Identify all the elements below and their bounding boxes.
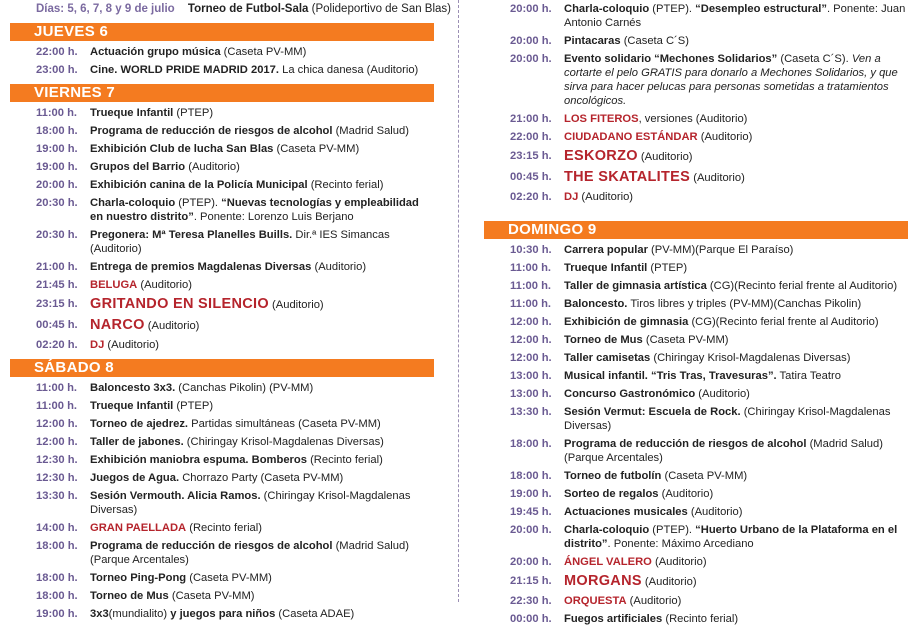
entry-text-part: (Caseta ADAE) — [275, 608, 355, 620]
entry-text-part: (PTEP) — [173, 400, 214, 412]
entry-time: 11:00 h. — [510, 298, 552, 310]
entry-text — [560, 369, 908, 383]
entry-time: 20:00 h. — [510, 35, 552, 47]
entry-text — [86, 196, 434, 224]
performer-name: ESKORZO — [564, 148, 638, 164]
entry-text — [86, 178, 434, 192]
entry-text-part: Carrera popular — [564, 244, 648, 256]
entry-text — [86, 453, 434, 467]
entry-time: 22:00 h. — [510, 131, 552, 143]
entry-time: 00:45 h. — [36, 319, 78, 331]
entry-text-part: (Madrid Salud) (Parque Arcentales) — [90, 540, 409, 566]
entry-text — [560, 351, 908, 365]
entry-text-part: (Auditorio) — [311, 261, 367, 273]
entry-text-part: (mundialito) — [108, 608, 171, 620]
schedule-entry — [484, 110, 908, 128]
entry-time: 20:00 h. — [510, 3, 552, 15]
entry-time: 20:00 h. — [510, 556, 552, 568]
entry-text-part: Charla-coloquio — [564, 524, 650, 536]
entry-time: 20:00 h. — [510, 53, 552, 65]
entry-text-part: Torneo de Mus — [90, 590, 169, 602]
entry-text — [86, 160, 434, 174]
entry-text-part: (Auditorio) — [137, 279, 192, 291]
entry-text-part: (Auditorio) — [695, 388, 750, 400]
entry-text-part: (Recinto ferial) — [662, 613, 739, 625]
entry-text-part: Pregonera: Mª Teresa Planelles Buills. — [90, 229, 293, 241]
schedule-entry — [10, 122, 434, 140]
performer-name: BELUGA — [90, 279, 138, 291]
entry-text-part: (Caseta PV-MM) — [661, 470, 748, 482]
entry-text-part: (PTEP) — [647, 262, 688, 274]
schedule-entry — [10, 415, 434, 433]
entry-text — [560, 169, 908, 186]
entry-text — [86, 106, 434, 120]
entry-time: 11:00 h. — [36, 400, 78, 412]
entry-text — [560, 148, 908, 165]
entry-text-part: Ven a cortarte el pelo GRATIS para donarlo a Mechones Solidarios, y que sirva para hacer pelucas para personas sometidas a tratamientos oncológicos. — [564, 53, 898, 107]
entry-time: 14:00 h. — [36, 522, 78, 534]
entry-text — [560, 2, 908, 30]
entry-time: 12:30 h. — [36, 454, 78, 466]
entry-text-part: (PTEP). — [175, 197, 222, 209]
entry-text-part: Sorteo de regalos — [564, 488, 659, 500]
schedule-entry — [484, 485, 908, 503]
day-header: JUEVES 6 — [10, 23, 434, 41]
entry-time: 20:30 h. — [36, 229, 78, 241]
entry-time: 19:00 h. — [36, 161, 78, 173]
entry-time: 13:00 h. — [510, 370, 552, 382]
entry-text-part: (Auditorio) — [687, 506, 743, 518]
entry-text-part: Torneo de futbolín — [564, 470, 662, 482]
entry-text — [86, 471, 434, 485]
schedule-entry — [10, 537, 434, 569]
right-schedule — [484, 221, 908, 628]
entry-text — [560, 487, 908, 501]
schedule-entry — [10, 140, 434, 158]
entry-text-part: Actuaciones musicales — [564, 506, 688, 518]
schedule-entry — [10, 519, 434, 537]
schedule-entry — [484, 146, 908, 167]
schedule-entry — [10, 194, 434, 226]
entry-time: 23:15 h. — [510, 150, 552, 162]
entry-text — [560, 469, 908, 483]
entry-text — [86, 124, 434, 138]
entry-text-part: Juegos de Agua. — [90, 472, 180, 484]
entry-text-part: Dir.ª IES Simancas (Auditorio) — [90, 229, 390, 255]
entry-text-part: Pintacaras — [564, 35, 621, 47]
schedule-entry — [10, 158, 434, 176]
schedule-entry — [10, 379, 434, 397]
entry-text-part: Baloncesto. — [564, 298, 628, 310]
schedule-entry — [484, 403, 908, 435]
entry-time: 02:20 h. — [36, 339, 78, 351]
entry-text-part: Torneo de ajedrez. — [90, 418, 189, 430]
entry-text-part: Partidas simultáneas (Caseta PV-MM) — [188, 418, 381, 430]
schedule-entry — [484, 0, 908, 32]
schedule-entry — [10, 451, 434, 469]
entry-text-part: (Auditorio) — [697, 131, 753, 143]
entry-text-part: (Caseta PV-MM) — [220, 46, 307, 58]
entry-text-part: (Recinto ferial) — [186, 522, 262, 534]
entry-time: 11:00 h. — [36, 107, 78, 119]
entry-text-part: Programa de reducción de riesgos de alcohol — [90, 540, 333, 552]
entry-text — [560, 190, 908, 204]
entry-text — [86, 489, 434, 517]
entry-text-part: Grupos del Barrio — [90, 161, 186, 173]
entry-text-part: (Chiringay Krisol-Magdalenas Diversas) — [564, 406, 891, 432]
entry-text-part: Taller camisetas — [564, 352, 651, 364]
entry-time: 13:30 h. — [510, 406, 552, 418]
schedule-entry — [484, 435, 908, 467]
entry-time: 20:00 h. — [510, 524, 552, 536]
entry-text-part: Musical infantil. “Tris Tras, Travesuras”. — [564, 370, 777, 382]
futsal-days: Días: 5, 6, 7, 8 y 9 de julio — [36, 3, 175, 15]
entry-text-part: Entrega de premios Magdalenas Diversas — [90, 261, 312, 273]
entry-text-part: (Auditorio) — [578, 191, 634, 203]
entry-text-part: Chorrazo Party (Caseta PV-MM) — [179, 472, 344, 484]
entry-text-part: (Caseta PV-MM) — [642, 334, 729, 346]
performer-name: DJ — [564, 191, 579, 203]
entry-text — [86, 399, 434, 413]
entry-text-part: . Ponente: Lorenzo Luis Berjano — [193, 211, 354, 223]
schedule-entry — [10, 258, 434, 276]
entry-text — [560, 405, 908, 433]
entry-time: 18:00 h. — [36, 540, 78, 552]
entry-time: 21:00 h. — [510, 113, 552, 125]
entry-text — [86, 228, 434, 256]
entry-text-part: Programa de reducción de riesgos de alcohol — [90, 125, 333, 137]
day-header: DOMINGO 9 — [484, 221, 908, 239]
schedule-entry — [484, 553, 908, 571]
schedule-entry — [484, 167, 908, 188]
entry-text-part: (Recinto ferial) — [306, 454, 383, 466]
entry-time: 19:00 h. — [510, 488, 552, 500]
schedule-entry — [10, 336, 434, 354]
entry-text — [86, 142, 434, 156]
entry-text — [560, 387, 908, 401]
entry-text-part: Charla-coloquio — [90, 197, 176, 209]
entry-time: 21:00 h. — [36, 261, 78, 273]
performer-name: DJ — [90, 339, 105, 351]
entry-text-part: “Huerto Urbano de la Plataforma en el distrito” — [564, 524, 898, 550]
entry-text-part: Trueque Infantil — [564, 262, 648, 274]
entry-time: 13:00 h. — [510, 388, 552, 400]
entry-time: 22:00 h. — [36, 46, 78, 58]
entry-text — [560, 243, 908, 257]
entry-time: 18:00 h. — [36, 572, 78, 584]
entry-time: 12:00 h. — [36, 418, 78, 430]
schedule-entry — [10, 397, 434, 415]
entry-text — [560, 52, 908, 108]
futsal-notice — [10, 0, 452, 18]
entry-text — [560, 573, 908, 590]
entry-text — [86, 317, 434, 334]
entry-time: 11:00 h. — [510, 280, 552, 292]
entry-text-part: (Caseta C´S) — [620, 35, 689, 47]
entry-time: 22:30 h. — [510, 595, 552, 607]
entry-text — [560, 523, 908, 551]
entry-text — [86, 381, 434, 395]
entry-text-part: Exhibición maniobra espuma. Bomberos — [90, 454, 307, 466]
entry-text-part: Exhibición canina de la Policía Municipal — [90, 179, 308, 191]
schedule-entry — [484, 32, 908, 50]
entry-time: 11:00 h. — [36, 382, 78, 394]
schedule-entry — [10, 605, 434, 623]
entry-text — [86, 296, 434, 313]
entry-text-part: Fuegos artificiales — [564, 613, 663, 625]
schedule-entry — [10, 587, 434, 605]
entry-text — [86, 435, 434, 449]
schedule-entry — [484, 349, 908, 367]
entry-text-part: Cine. WORLD PRIDE MADRID 2017. — [90, 64, 279, 76]
entry-text — [86, 607, 434, 621]
entry-time: 19:45 h. — [510, 506, 552, 518]
entry-time: 20:00 h. — [36, 179, 78, 191]
saturday-continued — [484, 0, 908, 206]
entry-text — [560, 315, 908, 329]
entry-text-part: Torneo Ping-Pong — [90, 572, 187, 584]
entry-text — [86, 278, 434, 292]
entry-time: 18:00 h. — [36, 125, 78, 137]
entry-text-part: (Caseta PV-MM) — [186, 572, 272, 584]
schedule-entry — [484, 592, 908, 610]
entry-text-part: (Auditorio) — [690, 172, 745, 184]
schedule-entry — [10, 569, 434, 587]
column-divider — [458, 0, 459, 602]
performer-name: ORQUESTA — [564, 595, 627, 607]
schedule-entry — [484, 188, 908, 206]
entry-text-part: , versiones (Auditorio) — [638, 113, 748, 125]
entry-time: 12:00 h. — [510, 334, 552, 346]
left-column — [10, 0, 452, 623]
entry-text — [560, 612, 908, 626]
entry-time: 19:00 h. — [36, 143, 78, 155]
entry-time: 11:00 h. — [510, 262, 552, 274]
entry-text-part: Taller de gimnasia artística — [564, 280, 707, 292]
entry-time: 00:45 h. — [510, 171, 552, 183]
performer-name: LOS FITEROS — [564, 113, 639, 125]
entry-text-part: (Caseta PV-MM) — [273, 143, 360, 155]
entry-text — [86, 260, 434, 274]
entry-text-part: Exhibición Club de lucha San Blas — [90, 143, 274, 155]
schedule-entry — [10, 176, 434, 194]
schedule-entry — [10, 226, 434, 258]
entry-text-part: . Ponente: Máximo Arcediano — [607, 538, 754, 550]
entry-text-part: (Auditorio) — [651, 556, 707, 568]
entry-text-part: (Madrid Salud) — [332, 125, 409, 137]
entry-time: 13:30 h. — [36, 490, 78, 502]
entry-text-part: y juegos para niños — [170, 608, 276, 620]
schedule-entry — [484, 331, 908, 349]
entry-time: 23:15 h. — [36, 298, 78, 310]
schedule-entry — [10, 104, 434, 122]
entry-text — [86, 571, 434, 585]
entry-text-part: (PTEP). — [649, 524, 696, 536]
entry-text-part: “Desempleo estructural” — [695, 3, 827, 15]
entry-text — [560, 279, 908, 293]
entry-text-part: (Chiringay Krisol-Magdalenas Diversas) — [90, 490, 411, 516]
entry-text-part: (PTEP) — [173, 107, 214, 119]
schedule-entry — [484, 571, 908, 592]
entry-text — [560, 437, 908, 465]
entry-text-part: (Auditorio) — [658, 488, 714, 500]
entry-text-part: (Auditorio) — [641, 576, 697, 588]
entry-text-part: (Caseta PV-MM) — [168, 590, 255, 602]
schedule-entry — [10, 487, 434, 519]
entry-text-part: “Nuevas tecnologías y empleabilidad en nuestro distrito” — [90, 197, 419, 223]
entry-text — [560, 130, 908, 144]
performer-name: ÁNGEL VALERO — [564, 556, 652, 568]
schedule-entry — [484, 241, 908, 259]
entry-text-part: Evento solidario “Mechones Solidarios” — [564, 53, 778, 65]
entry-text-part: (PTEP). — [649, 3, 696, 15]
entry-text-part: . Ponente: Juan Antonio Carnés — [564, 3, 906, 29]
entry-text-part: (CG)(Recinto ferial frente al Auditorio) — [706, 280, 898, 292]
entry-text — [560, 594, 908, 608]
entry-text — [560, 297, 908, 311]
performer-name: THE SKATALITES — [564, 169, 691, 185]
entry-time: 10:30 h. — [510, 244, 552, 256]
schedule-entry — [10, 469, 434, 487]
entry-text — [86, 539, 434, 567]
entry-text — [86, 521, 434, 535]
entry-time: 12:00 h. — [510, 352, 552, 364]
schedule-entry — [484, 128, 908, 146]
entry-time: 21:15 h. — [510, 575, 552, 587]
entry-text — [86, 338, 434, 352]
entry-text-part: (Auditorio) — [626, 595, 682, 607]
entry-time: 18:00 h. — [36, 590, 78, 602]
schedule-entry — [484, 367, 908, 385]
schedule-entry — [484, 385, 908, 403]
entry-text — [86, 417, 434, 431]
entry-text — [560, 333, 908, 347]
entry-text — [560, 261, 908, 275]
entry-text-part: (Recinto ferial) — [307, 179, 384, 191]
schedule-entry — [484, 521, 908, 553]
entry-text-part: Tiros libres y triples (PV-MM)(Canchas Pikolin) — [627, 298, 862, 310]
entry-text-part: (CG)(Recinto ferial frente al Auditorio) — [688, 316, 879, 328]
entry-time: 21:45 h. — [36, 279, 78, 291]
entry-text-part: (Auditorio) — [104, 339, 160, 351]
entry-time: 00:00 h. — [510, 613, 552, 625]
entry-text-part: (Auditorio) — [144, 320, 200, 332]
entry-text — [560, 555, 908, 569]
entry-time: 20:30 h. — [36, 197, 78, 209]
futsal-event: Torneo de Futbol-Sala — [187, 3, 309, 15]
schedule-entry — [484, 277, 908, 295]
entry-text — [86, 63, 434, 77]
entry-time: 19:00 h. — [36, 608, 78, 620]
entry-time: 18:00 h. — [510, 470, 552, 482]
entry-text-part: Actuación grupo música — [90, 46, 221, 58]
left-schedule — [10, 23, 434, 623]
entry-text-part: Exhibición de gimnasia — [564, 316, 689, 328]
entry-text-part: Torneo de Mus — [564, 334, 643, 346]
entry-text-part: (Caseta C´S). — [777, 53, 852, 65]
entry-text-part: Concurso Gastronómico — [564, 388, 696, 400]
entry-time: 12:00 h. — [36, 436, 78, 448]
entry-text-part: 3x3 — [90, 608, 109, 620]
entry-text — [86, 589, 434, 603]
entry-text-part: (Auditorio) — [268, 299, 324, 311]
entry-text-part: (Chiringay Krisol-Magdalenas Diversas) — [183, 436, 384, 448]
entry-text-part: Trueque Infantil — [90, 107, 174, 119]
schedule-entry — [10, 61, 434, 79]
performer-name: CIUDADANO ESTÁNDAR — [564, 131, 698, 143]
day-header: VIERNES 7 — [10, 84, 434, 102]
schedule-entry — [10, 315, 434, 336]
schedule-entry — [484, 467, 908, 485]
entry-text-part: Taller de jabones. — [90, 436, 184, 448]
schedule-entry — [484, 313, 908, 331]
performer-name: NARCO — [90, 317, 145, 333]
right-column — [484, 0, 908, 628]
entry-text — [86, 45, 434, 59]
entry-text-part: (PV-MM)(Parque El Paraíso) — [647, 244, 794, 256]
entry-text-part: Sesión Vermut: Escuela de Rock. — [564, 406, 741, 418]
entry-text-part: (Auditorio) — [637, 151, 693, 163]
schedule-entry — [10, 294, 434, 315]
schedule-entry — [10, 43, 434, 61]
entry-text-part: (Madrid Salud) (Parque Arcentales) — [564, 438, 883, 464]
entry-text-part: Sesión Vermouth. Alicia Ramos. — [90, 490, 261, 502]
schedule-entry — [484, 610, 908, 628]
entry-text-part: (Chiringay Krisol-Magdalenas Diversas) — [650, 352, 851, 364]
schedule-entry — [484, 50, 908, 110]
entry-time: 12:00 h. — [510, 316, 552, 328]
entry-text — [560, 505, 908, 519]
schedule-entry — [10, 433, 434, 451]
entry-text — [560, 34, 908, 48]
performer-name: GRAN PAELLADA — [90, 522, 187, 534]
entry-time: 12:30 h. — [36, 472, 78, 484]
entry-text-part: La chica danesa (Auditorio) — [278, 64, 419, 76]
entry-time: 02:20 h. — [510, 191, 552, 203]
performer-name: GRITANDO EN SILENCIO — [90, 296, 269, 312]
schedule-entry — [484, 503, 908, 521]
schedule-entry — [484, 259, 908, 277]
entry-text-part: Programa de reducción de riesgos de alcohol — [564, 438, 807, 450]
entry-text-part: Tatira Teatro — [776, 370, 841, 382]
schedule-entry — [10, 276, 434, 294]
entry-text-part: Charla-coloquio — [564, 3, 650, 15]
entry-text-part: Trueque Infantil — [90, 400, 174, 412]
entry-text-part: (Auditorio) — [185, 161, 240, 173]
entry-text-part: (Canchas Pikolin) (PV-MM) — [175, 382, 314, 394]
entry-time: 18:00 h. — [510, 438, 552, 450]
performer-name: MORGANS — [564, 573, 642, 589]
schedule-entry — [484, 295, 908, 313]
entry-text-part: Baloncesto 3x3. — [90, 382, 176, 394]
futsal-place: (Polideportivo de San Blas) — [311, 3, 452, 15]
entry-time: 23:00 h. — [36, 64, 78, 76]
entry-text — [560, 112, 908, 126]
day-header: SÁBADO 8 — [10, 359, 434, 377]
